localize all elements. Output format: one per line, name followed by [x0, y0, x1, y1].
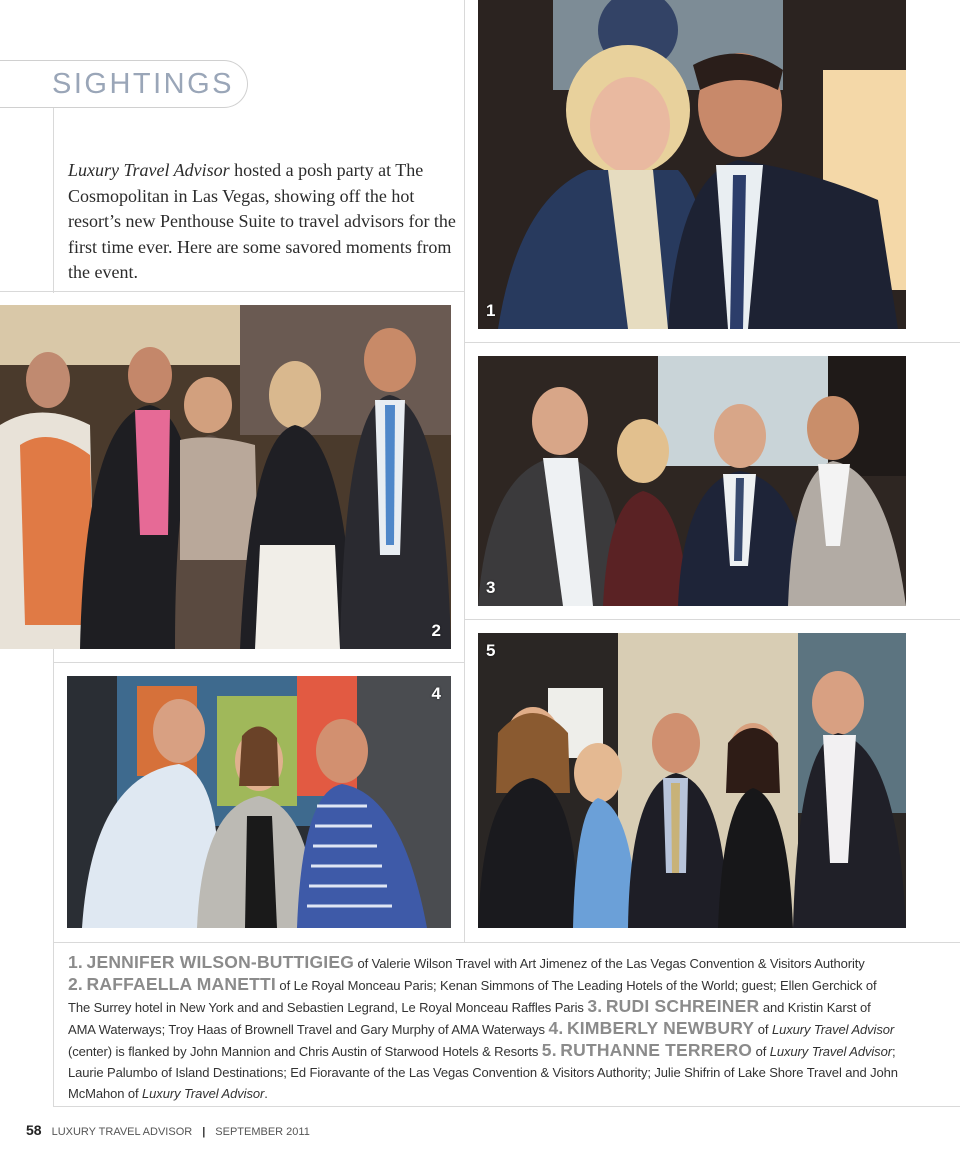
intro-publication: Luxury Travel Advisor	[68, 160, 230, 180]
caption-4-publication: Luxury Travel Advisor	[771, 1022, 895, 1037]
issue-date: SEPTEMBER 2011	[215, 1126, 310, 1138]
footer-separator: |	[202, 1126, 206, 1138]
caption-2-name: RAFFAELLA MANETTI	[86, 974, 276, 994]
photo-4	[67, 676, 451, 928]
divider-right-1	[464, 342, 960, 343]
divider-intro-bottom	[0, 291, 464, 292]
caption-3-text: and Kristin Karst of AMA Waterways; Troy Haas of Brownell Travel and Gary Murphy of AMA Waterways	[68, 1000, 871, 1037]
divider-vertical-left-lower	[53, 648, 54, 1106]
page-footer	[26, 1122, 310, 1140]
caption-2-number: 2.	[68, 974, 83, 994]
caption-5-text-before: of	[752, 1044, 770, 1059]
page-number: 58	[26, 1122, 42, 1138]
caption-5-end: .	[264, 1086, 268, 1101]
caption-5-text: ; Laurie Palumbo of Island Destinations; Ed Fioravante of the Las Vegas Convention & Visitors Authority; Julie Shifrin of Lake Shore Travel and John McMahon of	[68, 1044, 898, 1101]
caption-1-name: JENNIFER WILSON-BUTTIGIEG	[86, 952, 355, 972]
photo-number-3: 3	[486, 578, 496, 597]
caption-1	[68, 952, 865, 972]
photo-5	[478, 633, 906, 928]
caption-3-number: 3.	[587, 996, 603, 1016]
caption-5-name: RUTHANNE TERRERO	[560, 1040, 753, 1060]
caption-2-text: of Le Royal Monceau Paris; Kenan Simmons of The Leading Hotels of the World; guest; Ellen Gerchick of The Surrey hotel in New York and and Sebastien Legrand, Le Royal Monceau Raffles Paris	[68, 978, 877, 1015]
caption-5-publication: Luxury Travel Advisor	[769, 1044, 892, 1059]
photo-number-5: 5	[486, 641, 496, 660]
caption-4-text-before: of	[754, 1022, 772, 1037]
photo-2	[0, 305, 451, 649]
photo-1	[478, 0, 906, 329]
divider-left-mid	[53, 662, 464, 663]
intro-paragraph	[68, 158, 460, 286]
caption-4-text: (center) is flanked by John Mannion and Chris Austin of Starwood Hotels & Resorts	[68, 1044, 542, 1059]
caption-1-number: 1.	[68, 952, 83, 972]
photo-number-1: 1	[486, 301, 496, 320]
divider-vertical-left	[53, 108, 54, 293]
photo-3	[478, 356, 906, 606]
section-title: SIGHTINGS	[52, 68, 235, 100]
caption-1-text: of Valerie Wilson Travel with Art Jimenez of the Las Vegas Convention & Visitors Authority	[354, 956, 865, 971]
caption-4-number: 4.	[548, 1018, 564, 1038]
caption-3-name: RUDI SCHREINER	[605, 996, 760, 1016]
magazine-name: LUXURY TRAVEL ADVISOR	[51, 1126, 193, 1138]
intro-text: hosted a posh party at The Cosmopolitan in Las Vegas, showing off the hot resort’s new Penthouse Suite to travel advisors for the first time ever. Here are some savored moments from the event.	[68, 160, 456, 283]
photo-number-2: 2	[431, 621, 441, 640]
photo-number-4: 4	[431, 684, 441, 703]
divider-vertical-center	[464, 0, 465, 942]
caption-5-number: 5.	[541, 1040, 557, 1060]
photo-captions	[68, 952, 898, 1104]
divider-right-2	[464, 619, 960, 620]
caption-5-publication-end: Luxury Travel Advisor	[142, 1086, 265, 1101]
divider-captions-top	[53, 942, 960, 943]
caption-4-name: KIMBERLY NEWBURY	[566, 1018, 755, 1038]
divider-captions-bottom	[53, 1106, 960, 1107]
